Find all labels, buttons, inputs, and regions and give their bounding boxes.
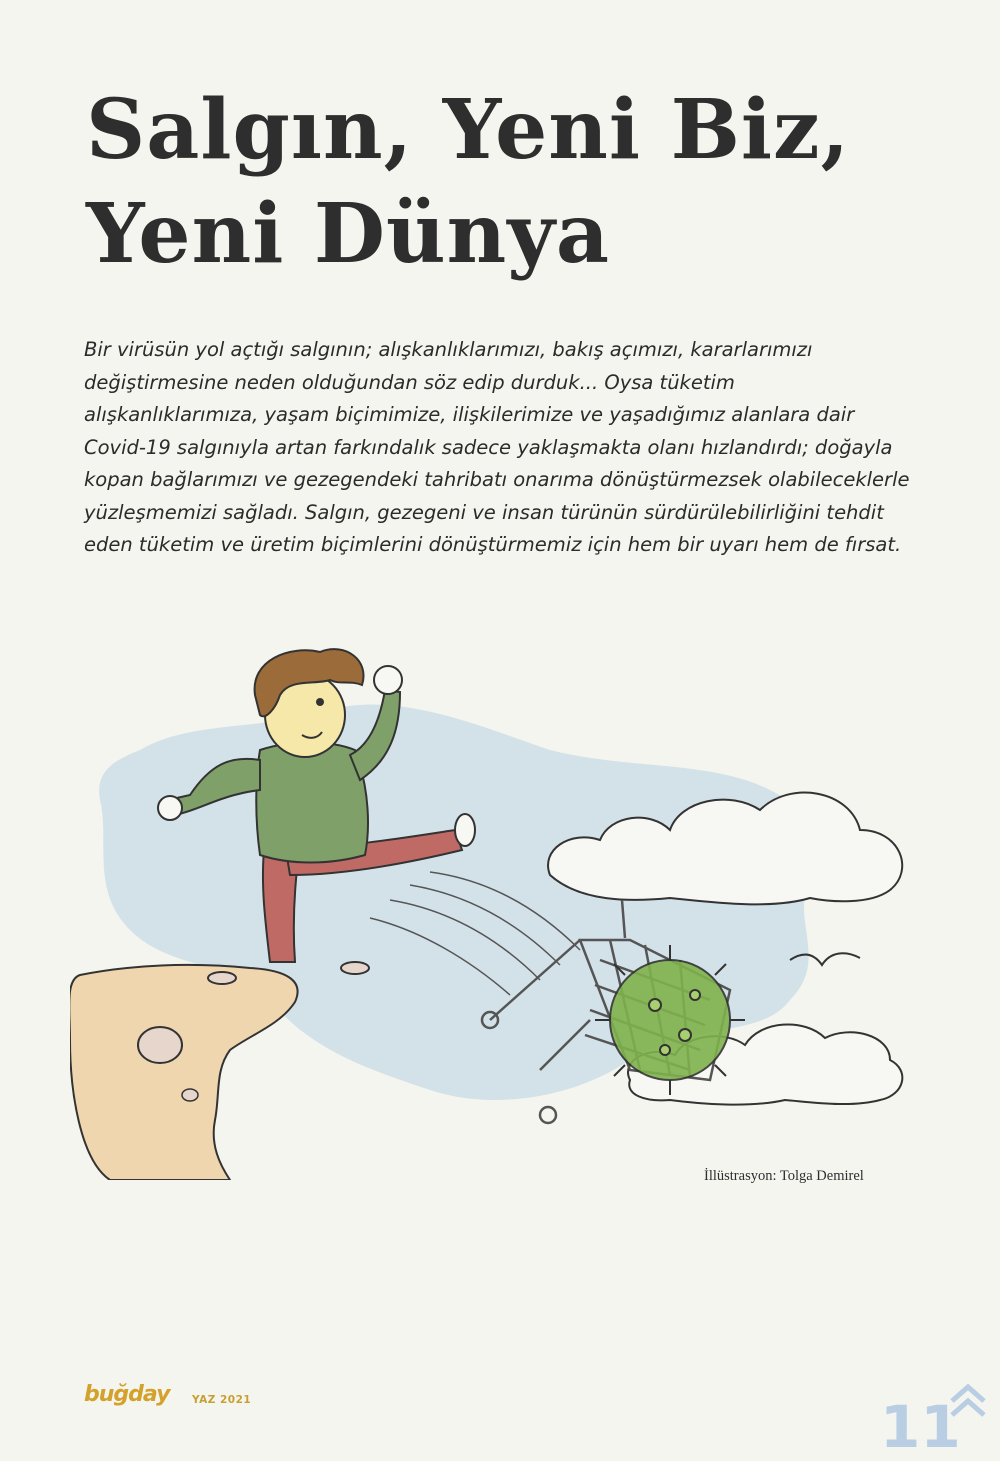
rock bbox=[138, 1027, 182, 1063]
article-lede: Bir virüsün yol açtığı salgının; alışkanlıklarımızı, bakış açımızı, kararlarımızı değiştirmesine neden olduğundan söz edip durduk... Oysa tüketim alışkanlıklarımıza, yaşam biçimimize, ilişkilerimize ve yaşadığımız alanlara dair Covid-19 salgınıyla artan farkındalık sadece yaklaşmakta olanı hızlandırdı; doğayla kopan bağlarımızı ve gezegendeki tahribatı onarıma dönüştürmezsek olabileceklerle yüzleşmemizi sağladı. Salgın, gezegeni ve insan türünün sürdürülebilirliğini tehdit eden tüketim ve üretim biçimlerini dönüştürmemiz için hem bir uyarı hem de fırsat. bbox=[84, 338, 910, 556]
boy-fist bbox=[374, 666, 402, 694]
rock bbox=[341, 962, 369, 974]
rock bbox=[208, 972, 236, 984]
rock bbox=[182, 1089, 198, 1101]
boy-fist bbox=[158, 796, 182, 820]
article-title: Salgın, Yeni Biz, Yeni Dünya bbox=[86, 82, 851, 282]
illustration-credit: İllüstrasyon: Tolga Demirel bbox=[704, 1168, 864, 1184]
issue-label: YAZ 2021 bbox=[192, 1394, 252, 1406]
double-chevron-up-icon bbox=[948, 1383, 988, 1420]
illustration-boy-kicking-virus-cart bbox=[70, 640, 930, 1180]
boy-eye bbox=[317, 699, 323, 705]
magazine-logo: buğday bbox=[84, 1382, 170, 1407]
boy-shoe bbox=[455, 814, 475, 846]
cliff bbox=[70, 965, 298, 1180]
page-number: 11 bbox=[880, 1393, 961, 1461]
virus bbox=[595, 945, 745, 1095]
